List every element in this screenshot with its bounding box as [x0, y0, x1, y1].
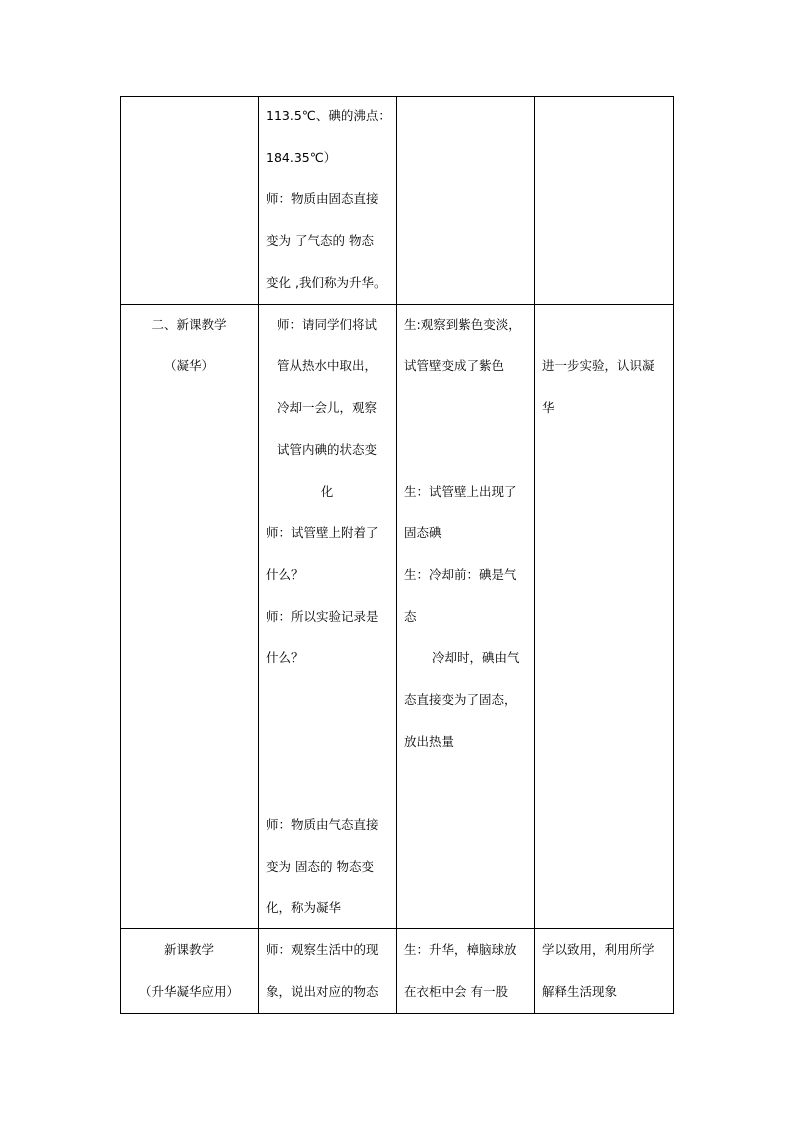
row2-student-line: 放出热量 [404, 734, 455, 749]
column-divider [258, 96, 259, 1014]
row2-stage-title: 二、新课教学 [151, 317, 227, 332]
table-border-bottom [120, 1013, 674, 1014]
row3-intent-line: 学以致用，利用所学 [542, 942, 655, 957]
row2-student-line: 态 [404, 609, 417, 624]
row2-teacher-line: 师：物质由气态直接 [266, 817, 379, 832]
table-border-top [120, 96, 674, 97]
row2-teacher-line: 师：所以实验记录是 [266, 609, 379, 624]
row1-teacher-line: 师：物质由固态直接 [266, 191, 379, 206]
row3-student-line: 生：升华，樟脑球放 [404, 942, 517, 957]
row3-student-line: 在衣柜中会 有一股 [404, 984, 508, 999]
row2-teacher-line: 试管内碘的状态变 [276, 442, 377, 457]
lesson-plan-table [120, 96, 674, 1014]
row1-teacher-line: 变为 了气态的 物态 [266, 233, 374, 248]
row2-stage-subtitle: （凝华） [163, 358, 214, 373]
row2-teacher-line: 师：试管壁上附着了 [266, 525, 379, 540]
row1-teacher-line: 113.5℃、碘的沸点： [266, 108, 391, 123]
row1-teacher-line: 变化 ,我们称为升华。 [266, 275, 387, 290]
row2-student-line: 态直接变为了固态， [404, 692, 517, 707]
row2-intent-line: 进一步实验，认识凝 [542, 358, 655, 373]
row-divider [120, 928, 674, 929]
row2-student-line: 生：试管壁上出现了 [404, 484, 517, 499]
row2-teacher-line: 什么？ [266, 567, 304, 582]
row2-student-line: 试管壁变成了紫色 [404, 358, 505, 373]
table-border-left [120, 96, 121, 1014]
row2-teacher-line: 化 [320, 484, 334, 499]
row2-student-line: 固态碘 [404, 525, 442, 540]
row2-teacher-line: 师：请同学们将试 [276, 317, 377, 332]
row3-stage-title: 新课教学 [163, 942, 214, 957]
table-border-right [673, 96, 674, 1014]
row2-teacher-line: 管从热水中取出， [276, 358, 377, 373]
row2-student-line: 冷却时，碘由气 [432, 650, 520, 665]
row2-student-line: 生:观察到紫色变淡， [404, 317, 521, 332]
row3-intent-line: 解释生活现象 [542, 984, 618, 999]
row2-teacher-line: 冷却一会儿，观察 [276, 400, 377, 415]
column-divider [534, 96, 535, 1014]
row3-stage-subtitle: （升华凝华应用） [138, 984, 239, 999]
row-divider [120, 304, 674, 305]
row1-teacher-line: 184.35℃） [266, 150, 337, 165]
row3-teacher-line: 象，说出对应的物态 [266, 984, 379, 999]
row2-teacher-line: 变为 固态的 物态变 [266, 859, 374, 874]
column-divider [396, 96, 397, 1014]
row2-student-line: 生：冷却前：碘是气 [404, 567, 517, 582]
row2-teacher-line: 化，称为凝华 [266, 900, 342, 915]
row2-teacher-line: 什么？ [266, 650, 304, 665]
row2-intent-line: 华 [542, 400, 555, 415]
row3-teacher-line: 师：观察生活中的现 [266, 942, 379, 957]
